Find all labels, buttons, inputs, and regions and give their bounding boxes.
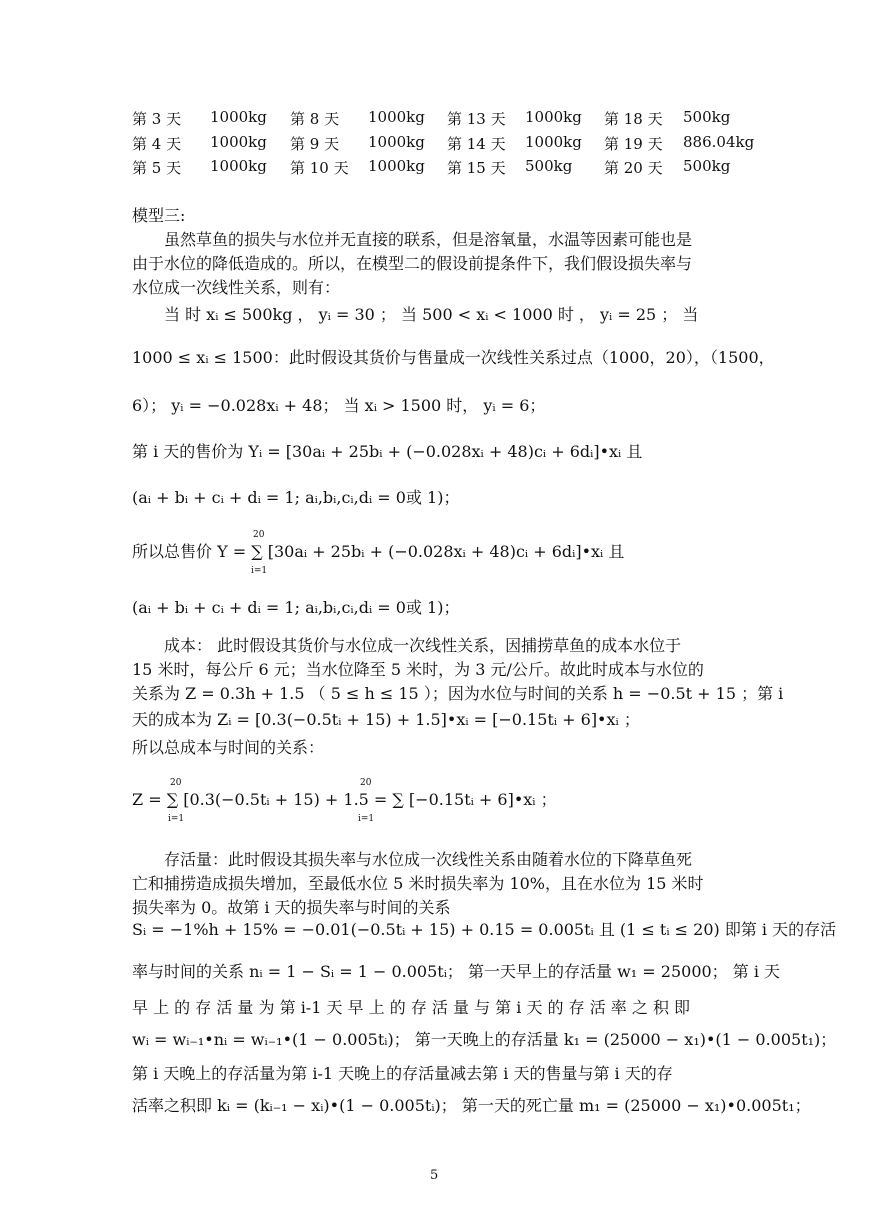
day-amount: 886.04kg: [683, 133, 755, 151]
day-amount: 500kg: [525, 157, 573, 175]
paragraph-line: 损失率为 0。故第 i 天的损失率与时间的关系: [132, 898, 451, 917]
day-label: 第 15 天: [447, 159, 506, 177]
day-label: 第 19 天: [604, 135, 663, 153]
formula-line: Z = ∑ [0.3(−0.5tᵢ + 15) + 1.5 = ∑ [−0.15tᵢ + 6]•xᵢ ；: [132, 790, 557, 809]
formula-line: wᵢ = wᵢ₋₁•nᵢ = wᵢ₋₁•(1 − 0.005tᵢ)； 第一天晚上的存活量 k₁ = (25000 − x₁)•(1 − 0.005t₁)；: [132, 1030, 837, 1049]
day-amount: 1000kg: [210, 157, 267, 175]
paragraph-line: 15 米时，每公斤 6 元；当水位降至 5 米时，为 3 元/公斤。故此时成本与水位的: [132, 660, 704, 679]
day-label: 第 18 天: [604, 110, 663, 128]
section-heading: 模型三:: [132, 206, 186, 225]
day-label: 第 5 天: [132, 159, 182, 177]
day-label: 第 8 天: [290, 110, 340, 128]
formula-line: 所以总售价 Y = ∑ [30aᵢ + 25bᵢ + (−0.028xᵢ + 48)cᵢ + 6dᵢ]•xᵢ 且: [132, 542, 625, 561]
paragraph-line: 由于水位的降低造成的。所以，在模型二的假设前提条件下，我们假设损失率与: [132, 254, 693, 273]
paragraph-line: 所以总成本与时间的关系：: [132, 738, 325, 757]
day-label: 第 13 天: [447, 110, 506, 128]
paragraph-line: 亡和捕捞造成损失增加，至最低水位 5 米时损失率为 10%，且在水位为 15 米时: [132, 874, 704, 893]
day-label: 第 9 天: [290, 135, 340, 153]
paragraph-line: 水位成一次线性关系，则有：: [132, 278, 341, 297]
paragraph-line: 早 上 的 存 活 量 为 第 i-1 天 早 上 的 存 活 量 与 第 i 天 的 存 活 率 之 积 即: [132, 998, 691, 1017]
sum-lower-limit: i=1: [358, 814, 375, 824]
formula-line: 第 i 天的售价为 Yᵢ = [30aᵢ + 25bᵢ + (−0.028xᵢ + 48)cᵢ + 6dᵢ]•xᵢ 且: [132, 442, 643, 461]
day-amount: 1000kg: [525, 108, 582, 126]
day-amount: 500kg: [683, 157, 731, 175]
sum-upper-limit: 20: [253, 530, 265, 540]
formula-line: 率与时间的关系 nᵢ = 1 − Sᵢ = 1 − 0.005tᵢ； 第一天早上的存活量 w₁ = 25000； 第 i 天: [132, 962, 781, 981]
day-amount: 1000kg: [210, 108, 267, 126]
day-label: 第 10 天: [290, 159, 349, 177]
page-number: 5: [430, 1168, 439, 1183]
day-amount: 500kg: [683, 108, 731, 126]
sum-lower-limit: i=1: [168, 814, 185, 824]
sum-upper-limit: 20: [170, 778, 182, 788]
paragraph-line: 虽然草鱼的损失与水位并无直接的联系，但是溶氧量，水温等因素可能也是: [164, 230, 693, 249]
sum-upper-limit: 20: [360, 778, 372, 788]
formula-line: 当 时 xᵢ ≤ 500kg ， yᵢ = 30 ； 当 500 < xᵢ < 1000 时 ， yᵢ = 25 ； 当: [164, 305, 699, 324]
day-label: 第 4 天: [132, 135, 182, 153]
day-amount: 1000kg: [368, 108, 425, 126]
formula-line: (aᵢ + bᵢ + cᵢ + dᵢ = 1; aᵢ,bᵢ,cᵢ,dᵢ = 0或 1)；: [132, 488, 460, 507]
day-label: 第 3 天: [132, 110, 182, 128]
day-label: 第 14 天: [447, 135, 506, 153]
formula-line: 活率之积即 kᵢ = (kᵢ₋₁ − xᵢ)•(1 − 0.005tᵢ)； 第一天的死亡量 m₁ = (25000 − x₁)•0.005t₁；: [132, 1096, 811, 1115]
day-amount: 1000kg: [368, 157, 425, 175]
paragraph-line: 第 i 天晚上的存活量为第 i-1 天晚上的存活量减去第 i 天的售量与第 i 天的存: [132, 1064, 673, 1083]
paragraph-line: 成本： 此时假设其货价与水位成一次线性关系，因捕捞草鱼的成本水位于: [164, 636, 682, 655]
formula-line: 1000 ≤ xᵢ ≤ 1500：此时假设其货价与售量成一次线性关系过点（1000，20），（1500，: [132, 348, 775, 367]
day-label: 第 20 天: [604, 159, 663, 177]
sum-lower-limit: i=1: [251, 566, 268, 576]
formula-line: 关系为 Z = 0.3h + 1.5 （ 5 ≤ h ≤ 15 ）；因为水位与时间的关系 h = −0.5t + 15 ；第 i: [132, 684, 784, 703]
day-amount: 1000kg: [368, 133, 425, 151]
day-amount: 1000kg: [525, 133, 582, 151]
formula-line: 天的成本为 Zᵢ = [0.3(−0.5tᵢ + 15) + 1.5]•xᵢ = [−0.15tᵢ + 6]•xᵢ ；: [132, 710, 640, 729]
formula-line: (aᵢ + bᵢ + cᵢ + dᵢ = 1; aᵢ,bᵢ,cᵢ,dᵢ = 0或 1)；: [132, 598, 460, 617]
formula-line: Sᵢ = −1%h + 15% = −0.01(−0.5tᵢ + 15) + 0.15 = 0.005tᵢ 且 (1 ≤ tᵢ ≤ 20) 即第 i 天的存活: [132, 920, 837, 939]
formula-line: 6）； yᵢ = −0.028xᵢ + 48； 当 xᵢ > 1500 时， yᵢ = 6；: [132, 396, 546, 415]
day-amount: 1000kg: [210, 133, 267, 151]
paragraph-line: 存活量：此时假设其损失率与水位成一次线性关系由随着水位的下降草鱼死: [164, 850, 693, 869]
